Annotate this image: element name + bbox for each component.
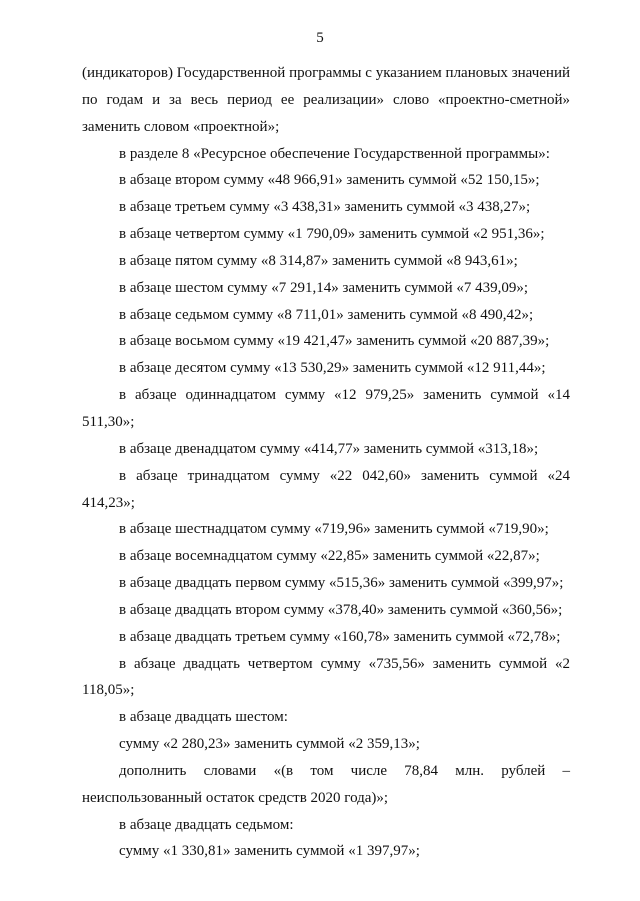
paragraph: в абзаце двенадцатом сумму «414,77» заменить суммой «313,18»;	[119, 440, 539, 457]
page-number: 5	[316, 30, 324, 46]
paragraph: в абзаце четвертом сумму «1 790,09» заменить суммой «2 951,36»;	[119, 226, 545, 243]
paragraph: в абзаце пятом сумму «8 314,87» заменить суммой «8 943,61»;	[119, 252, 518, 269]
paragraph: в разделе 8 «Ресурсное обеспечение Государственной программы»:	[119, 145, 550, 162]
paragraph: в абзаце восьмом сумму «19 421,47» заменить суммой «20 887,39»;	[119, 333, 550, 350]
paragraph: (индикаторов) Государственной программы с указанием плановых значений по годам и за весь период ее реализации» слово «проектно-сметной» заменить словом «проектной»;	[82, 65, 570, 135]
paragraph: в абзаце двадцать третьем сумму «160,78» заменить суммой «72,78»;	[119, 628, 561, 645]
paragraph: в абзаце двадцать седьмом:	[119, 816, 294, 833]
paragraph: в абзаце двадцать шестом:	[119, 709, 288, 726]
paragraph: в абзаце двадцать первом сумму «515,36» заменить суммой «399,97»;	[119, 575, 564, 592]
paragraph: в абзаце двадцать четвертом сумму «735,56» заменить суммой «2 118,05»;	[82, 655, 570, 699]
document-body	[82, 60, 570, 865]
paragraph: в абзаце шестом сумму «7 291,14» заменить суммой «7 439,09»;	[119, 279, 529, 296]
paragraph: в абзаце тринадцатом сумму «22 042,60» заменить суммой «24 414,23»;	[82, 467, 570, 511]
paragraph: сумму «2 280,23» заменить суммой «2 359,13»;	[119, 736, 420, 753]
paragraph: в абзаце втором сумму «48 966,91» заменить суммой «52 150,15»;	[119, 172, 540, 189]
paragraph: дополнить словами «(в том числе 78,84 млн. рублей – неиспользованный остаток средств 2020 года)»;	[82, 762, 570, 806]
paragraph: сумму «1 330,81» заменить суммой «1 397,97»;	[119, 843, 420, 860]
paragraph: в абзаце двадцать втором сумму «378,40» заменить суммой «360,56»;	[119, 601, 563, 618]
paragraph: в абзаце шестнадцатом сумму «719,96» заменить суммой «719,90»;	[119, 521, 549, 538]
paragraph: в абзаце седьмом сумму «8 711,01» заменить суммой «8 490,42»;	[119, 306, 534, 323]
paragraph: в абзаце десятом сумму «13 530,29» заменить суммой «12 911,44»;	[119, 360, 546, 377]
paragraph: в абзаце третьем сумму «3 438,31» заменить суммой «3 438,27»;	[119, 199, 531, 216]
paragraph: в абзаце восемнадцатом сумму «22,85» заменить суммой «22,87»;	[119, 548, 540, 565]
paragraph: в абзаце одиннадцатом сумму «12 979,25» заменить суммой «14 511,30»;	[82, 387, 570, 430]
